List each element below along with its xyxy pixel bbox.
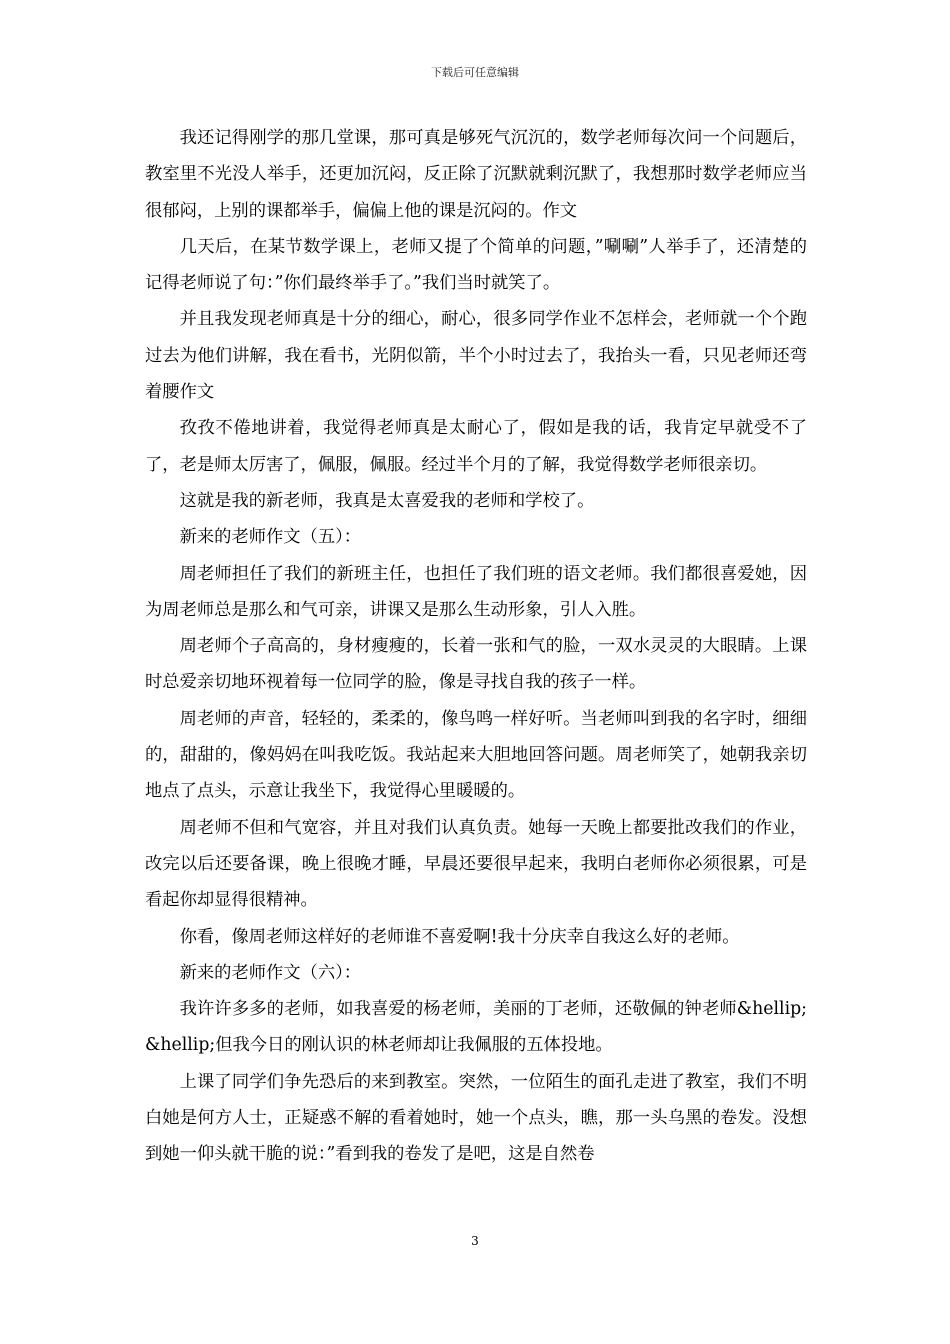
- paragraph-11: 你看，像周老师这样好的老师谁不喜爱啊!我十分庆幸自我这么好的老师。: [179, 926, 740, 947]
- section-heading-six: 新来的老师作文（六）：: [179, 962, 362, 983]
- paragraph-5: 这就是我的新老师，我真是太喜爱我的老师和学校了。: [179, 490, 595, 511]
- paragraph-4: 孜孜不倦地讲着，我觉得老师真是太耐心了，假如是我的话，我肯定早就受不了了，老是师太厉害了，佩服，佩服。经过半个月的了解，我觉得数学老师很亲切。: [145, 418, 807, 475]
- paragraph-1: 我还记得刚学的那几堂课，那可真是够死气沉沉的，数学老师每次问一个问题后，教室里不光没人举手，还更加沉闷，反正除了沉默就剩沉默了，我想那时数学老师应当很郁闷，上别的课都举手，偏偏上他的课是沉闷的。作文: [145, 128, 807, 221]
- paragraph-3: 并且我发现老师真是十分的细心，耐心，很多同学作业不怎样会，老师就一个个跑过去为他们讲解，我在看书，光阴似箭，半个小时过去了，我抬头一看，只见老师还弯着腰作文: [145, 309, 807, 403]
- paragraph-14: 上课了同学们争先恐后的来到教室。突然，一位陌生的面孔走进了教室，我们不明白她是何方人士，正疑惑不解的看着她时，她一个点头，瞧，那一头乌黑的卷发。没想到她一仰头就干脆的说：”看到我的卷发了是吧，这是自然卷: [145, 1071, 807, 1165]
- paragraph-7: 周老师担任了我们的新班主任，也担任了我们班的语文老师。我们都很喜爱她，因为周老师总是那么和气可亲，讲课又是那么生动形象，引人入胜。: [145, 563, 807, 620]
- page-number: 3: [471, 1234, 479, 1248]
- paragraph-8: 周老师个子高高的，身材瘦瘦的，长着一张和气的脸，一双水灵灵的大眼睛。上课时总爱亲切地环视着每一位同学的脸，像是寻找自我的孩子一样。: [145, 636, 807, 693]
- document-body: [145, 120, 807, 1173]
- paragraph-13: 我许许多多的老师，如我喜爱的杨老师，美丽的丁老师，还敬佩的钟老师&hellip;&hellip;但我今日的刚认识的林老师却让我佩服的五体投地。: [145, 999, 807, 1056]
- page-header: 下载后可任意编辑: [431, 66, 519, 79]
- paragraph-2: 几天后，在某节数学课上，老师又提了个简单的问题，”唰唰”人举手了，还清楚的记得老师说了句：”你们最终举手了。”我们当时就笑了。: [145, 236, 807, 294]
- paragraph-10: 周老师不但和气宽容，并且对我们认真负责。她每一天晚上都要批改我们的作业，改完以后还要备课，晚上很晚才睡，早晨还要很早起来，我明白老师你必须很累，可是看起你却显得很精神。: [145, 817, 807, 911]
- section-heading-five: 新来的老师作文（五）：: [179, 527, 362, 548]
- paragraph-9: 周老师的声音，轻轻的，柔柔的，像鸟鸣一样好听。当老师叫到我的名字时，细细的，甜甜的，像妈妈在叫我吃饭。我站起来大胆地回答问题。周老师笑了，她朝我亲切地点了点头，示意让我坐下，我觉得心里暖暖的。: [145, 708, 807, 802]
